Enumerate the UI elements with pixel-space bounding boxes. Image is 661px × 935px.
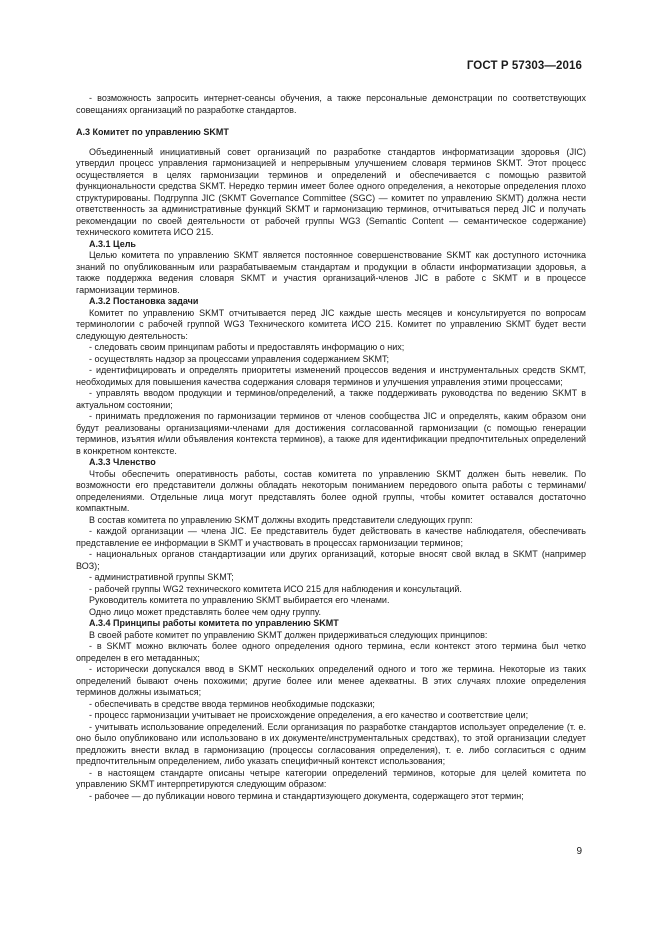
paragraph: Чтобы обеспечить оперативность работы, состав комитета по управлению SKMT должен быть невелик. По возможности его представители должны обладать некоторым пониманием передового опыта работы с терминами/определениями. Отдельные лица могут представлять более одной группы, чтобы комитет оставался достаточно компактным. — [76, 468, 586, 513]
paragraph: Комитет по управлению SKMT отчитывается перед JIC каждые шесть месяцев и консультируется по вопросам терминологии с рабочей группой WG3 Технического комитета ИСО 215. Комитет по управлению SKMT будет вести следующую деятельность: — [76, 307, 586, 341]
paragraph: - учитывать использование определений. Если организация по разработке стандартов использует определение (т. е. оно было опубликовано или использовано в их документе/инструментальных средствах), то этой организации следует предложить внести вклад в гармонизацию (процессы согласования определения), т. е. либо согласиться с одним предпочтительным определением, либо указать специфичный контекст использования; — [76, 721, 586, 766]
paragraph: - рабочей группы WG2 технического комитета ИСО 215 для наблюдения и консультаций. — [89, 583, 462, 594]
paragraph: - обеспечивать в средстве ввода терминов необходимые подсказки; — [89, 698, 375, 709]
paragraph: В состав комитета по управлению SKMT должны входить представители следующих групп: — [89, 514, 473, 525]
paragraph: - административной группы SKMT; — [89, 572, 234, 582]
paragraph: - процесс гармонизации учитывает не происхождение определения, а его качество и соответствие цели; — [89, 710, 529, 720]
paragraph: - принимать предложения по гармонизации терминов от членов сообщества JIC и определять, каким образом они будут реализованы организациями-членами для достижения согласованной гармонизации (с помощью генерации терминов, изъятия и/или объявления контекста терминов), а также для идентификации предпочтительных определений в конкретном контексте. — [76, 411, 586, 456]
paragraph: - управлять вводом продукции и терминов/определений, а также поддерживать руководства по ведению SKMT в актуальном состоянии; — [76, 388, 586, 410]
paragraph: - в SKMT можно включать более одного определения одного термина, если контекст этого термина был четко определен в его метаданных; — [76, 641, 586, 663]
standard-designation: ГОСТ Р 57303—2016 — [466, 60, 582, 72]
paragraph: В своей работе комитет по управлению SKMT должен придерживаться следующих принципов: — [89, 629, 488, 640]
subsection-heading: А.3.1 Цель — [89, 238, 136, 249]
paragraph: - рабочее — до публикации нового термина и стандартизующего документа, содержащего этот термин; — [89, 790, 524, 801]
paragraph: - исторически допускался ввод в SKMT нескольких определений одного и того же термина. Некоторые из таких определений бывают очень похожими; другие более или менее адекватны. В этих случаях плохие определения терминов должны изыматься; — [76, 664, 586, 697]
paragraph: Одно лицо может представлять более чем одну группу. — [89, 606, 321, 617]
paragraph: - в настоящем стандарте описаны четыре категории определений терминов, которые для целей комитета по управлению SKMT интерпретируются следующим образом: — [76, 767, 586, 789]
paragraph: - возможность запросить интернет-сеансы обучения, а также персональные демонстрации по соответствующих совещаниях организаций по разработке стандартов. — [76, 93, 586, 115]
subsection-heading: А.3.4 Принципы работы комитета по управлению SKMT — [89, 618, 339, 628]
paragraph: - осуществлять надзор за процессами управления содержанием SKMT; — [89, 353, 389, 364]
paragraph: - национальных органов стандартизации или других организаций, которые вносят свой вклад в SKMT (например ВОЗ); — [76, 549, 586, 571]
paragraph: - следовать своим принципам работы и предоставлять информацию о них; — [89, 342, 405, 352]
paragraph: Целью комитета по управлению SKMT является постоянное совершенствование SKMT как доступного источника знаний по опубликованным или разрабатываемым стандартам и продукции в области информатизации здоровья, а также поддержка ведения словаря SKMT и участия организаций-членов JIC в работе с SKMT и в процессе гармонизации терминов. — [76, 250, 586, 295]
section-heading: А.3 Комитет по управлению SKMT — [76, 127, 229, 137]
paragraph: - идентифицировать и определять приоритеты изменений процессов ведения и инструментальных средств SKMT, необходимых для повышения качества содержания словаря терминов и улучшения управления этими процессами; — [76, 365, 586, 387]
paragraph: - каждой организации — члена JIC. Ее представитель будет действовать в качестве наблюдателя, обеспечивать представление ее информации в SKMT и участвовать в процессах гармонизации терминов; — [76, 526, 586, 548]
document-body — [76, 93, 586, 802]
paragraph: Руководитель комитета по управлению SKMT выбирается его членами. — [89, 595, 390, 605]
subsection-heading: А.3.2 Постановка задачи — [89, 296, 199, 306]
subsection-heading: А.3.3 Членство — [89, 457, 156, 467]
page-number: 9 — [576, 846, 582, 857]
paragraph: Объединенный инициативный совет организаций по разработке стандартов информатизации здоровья (JIC) утвердил процесс управления гармонизацией и непрерывным улучшением словаря терминов SKMT. Этот процесс осуществляется в целях гармонизации терминов и определений и обеспечивается с помощью развитой функциональности средства SKMT. Нередко термин имеет более одного определения, а некоторые определения плохо структурированы. Подгруппа JIC (SKMT Governance Committee (SGC) — комитет по управлению SKMT) должна нести ответственность за административные функций SKMT и гармонизацию терминов, отчитываться перед JIC и получать рекомендации по своей деятельности от рабочей группы WG3 (Semantic Content — семантическое содержание) технического комитета ИСО 215. — [76, 146, 586, 237]
